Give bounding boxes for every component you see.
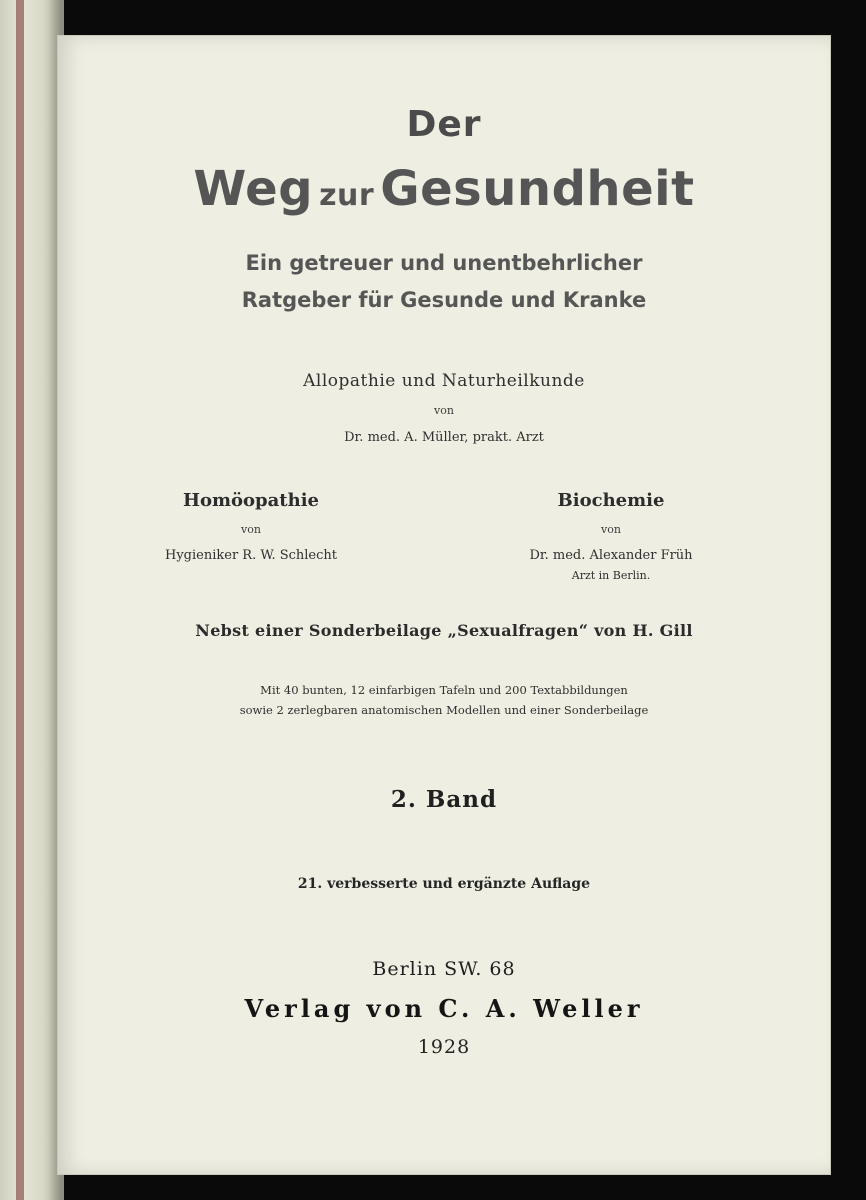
biochemistry-heading: Biochemie bbox=[557, 490, 665, 511]
title-zur: zur bbox=[319, 178, 375, 213]
details-line-2: sowie 2 zerlegbaren anatomischen Modellen und einer Sonderbeilage bbox=[239, 703, 649, 717]
imprint-place: Berlin SW. 68 bbox=[372, 958, 516, 980]
homoeopathy-von: von bbox=[241, 523, 261, 536]
allopathy-von: von bbox=[434, 404, 454, 417]
main-title bbox=[58, 161, 830, 217]
edition-label: 21. verbesserte und ergänzte Auflage bbox=[297, 876, 591, 892]
title-der: Der bbox=[406, 104, 482, 145]
details-line-1: Mit 40 bunten, 12 einfarbigen Tafeln und 200 Textabbildungen bbox=[260, 683, 628, 697]
volume-label: 2. Band bbox=[390, 786, 498, 813]
title-gesundheit: Gesundheit bbox=[380, 161, 695, 217]
homoeopathy-heading: Homöopathie bbox=[182, 490, 319, 511]
book-cover-edge bbox=[16, 0, 24, 1200]
allopathy-heading: Allopathie und Naturheilkunde bbox=[303, 371, 585, 391]
supplement-line: Nebst einer Sonderbeilage „Sexualfragen“ von H. Gill bbox=[195, 621, 693, 640]
homoeopathy-author: Hygieniker R. W. Schlecht bbox=[165, 548, 337, 563]
book-left-edge bbox=[0, 0, 64, 1200]
subtitle-line-1: Ein getreuer und unentbehrlicher bbox=[245, 251, 643, 275]
subtitle-line-2: Ratgeber für Gesunde und Kranke bbox=[241, 288, 647, 312]
biochemistry-author-note: Arzt in Berlin. bbox=[571, 569, 651, 582]
biochemistry-author: Dr. med. Alexander Früh bbox=[529, 548, 693, 563]
imprint-year: 1928 bbox=[417, 1036, 471, 1058]
title-weg: Weg bbox=[193, 161, 314, 217]
title-page bbox=[58, 36, 830, 1174]
imprint-publisher: Verlag von C. A. Weller bbox=[244, 994, 644, 1023]
allopathy-author: Dr. med. A. Müller, prakt. Arzt bbox=[344, 430, 544, 445]
biochemistry-von: von bbox=[601, 523, 621, 536]
